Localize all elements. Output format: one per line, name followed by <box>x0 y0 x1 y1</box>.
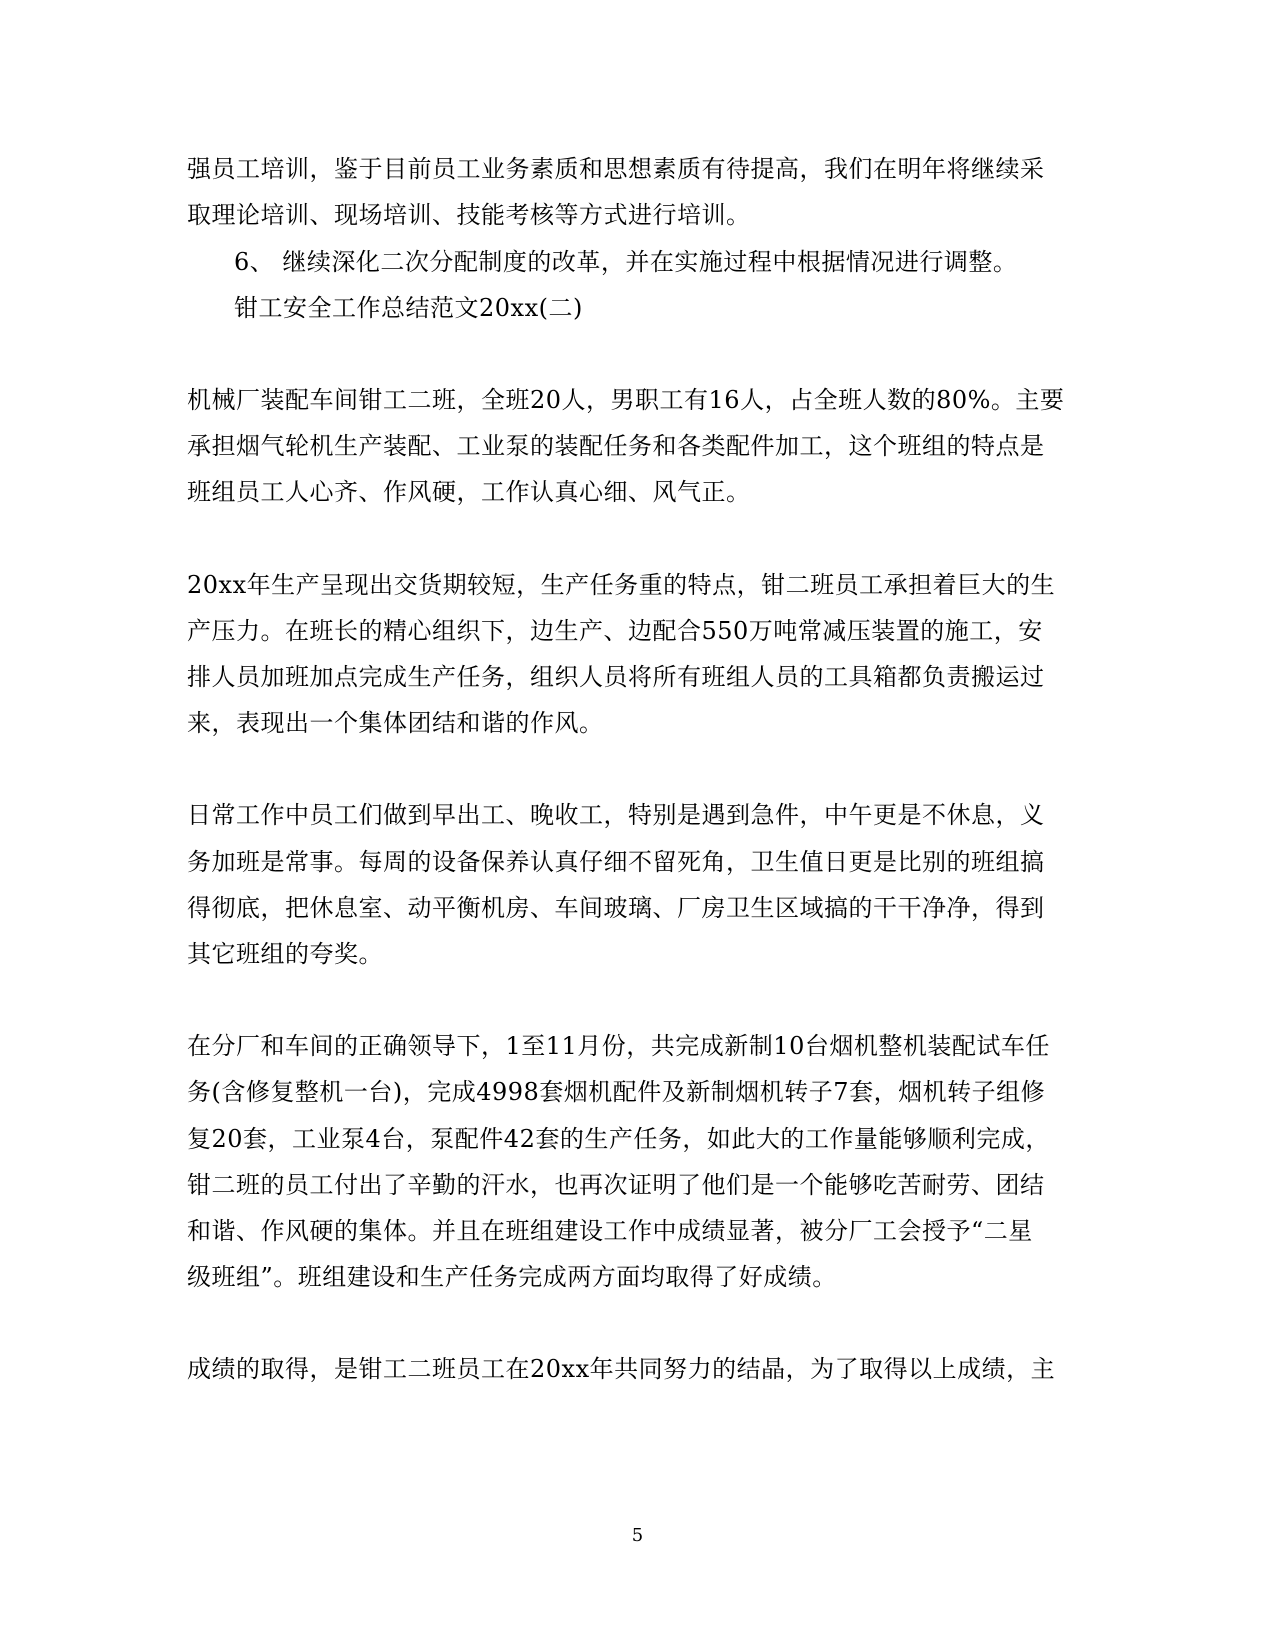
text-line: 得彻底，把休息室、动平衡机房、车间玻璃、厂房卫生区域搞的干干净净，得到 <box>187 894 1045 922</box>
text-line: 务加班是常事。每周的设备保养认真仔细不留死角，卫生值日更是比别的班组搞 <box>187 848 1045 876</box>
section-heading: 钳工安全工作总结范文20xx(二) <box>234 294 583 322</box>
text-line: 机械厂装配车间钳工二班，全班20人，男职工有16人，占全班人数的80%。主要 <box>187 386 1065 414</box>
text-line: 和谐、作风硬的集体。并且在班组建设工作中成绩显著，被分厂工会授予“二星 <box>187 1217 1033 1245</box>
page-number: 5 <box>631 1525 644 1546</box>
text-line: 成绩的取得，是钳工二班员工在20xx年共同努力的结晶，为了取得以上成绩，主 <box>187 1355 1056 1383</box>
text-line: 取理论培训、现场培训、技能考核等方式进行培训。 <box>187 201 751 229</box>
text-line: 其它班组的夸奖。 <box>187 940 383 968</box>
text-line: 强员工培训，鉴于目前员工业务素质和思想素质有待提高，我们在明年将继续采 <box>187 155 1045 183</box>
text-line: 级班组”。班组建设和生产任务完成两方面均取得了好成绩。 <box>187 1263 837 1291</box>
text-line: 在分厂和车间的正确领导下，1至11月份，共完成新制10台烟机整机装配试车任 <box>187 1032 1050 1060</box>
text-line: 产压力。在班长的精心组织下，边生产、边配合550万吨常减压装置的施工，安 <box>187 617 1043 645</box>
text-line: 排人员加班加点完成生产任务，组织人员将所有班组人员的工具箱都负责搬运过 <box>187 663 1045 691</box>
text-line: 复20套，工业泵4台，泵配件42套的生产任务，如此大的工作量能够顺利完成， <box>187 1125 1050 1153</box>
text-line: 承担烟气轮机生产装配、工业泵的装配任务和各类配件加工，这个班组的特点是 <box>187 432 1045 460</box>
list-item-6: 6、 继续深化二次分配制度的改革，并在实施过程中根据情况进行调整。 <box>234 248 1018 276</box>
text-line: 班组员工人心齐、作风硬，工作认真心细、风气正。 <box>187 478 751 506</box>
text-line: 日常工作中员工们做到早出工、晚收工，特别是遇到急件，中午更是不休息，义 <box>187 801 1045 829</box>
text-line: 20xx年生产呈现出交货期较短，生产任务重的特点，钳二班员工承担着巨大的生 <box>187 571 1056 599</box>
text-line: 来，表现出一个集体团结和谐的作风。 <box>187 709 604 737</box>
text-line: 钳二班的员工付出了辛勤的汗水，也再次证明了他们是一个能够吃苦耐劳、团结 <box>187 1171 1045 1199</box>
text-line: 务(含修复整机一台)，完成4998套烟机配件及新制烟机转子7套，烟机转子组修 <box>187 1078 1046 1106</box>
